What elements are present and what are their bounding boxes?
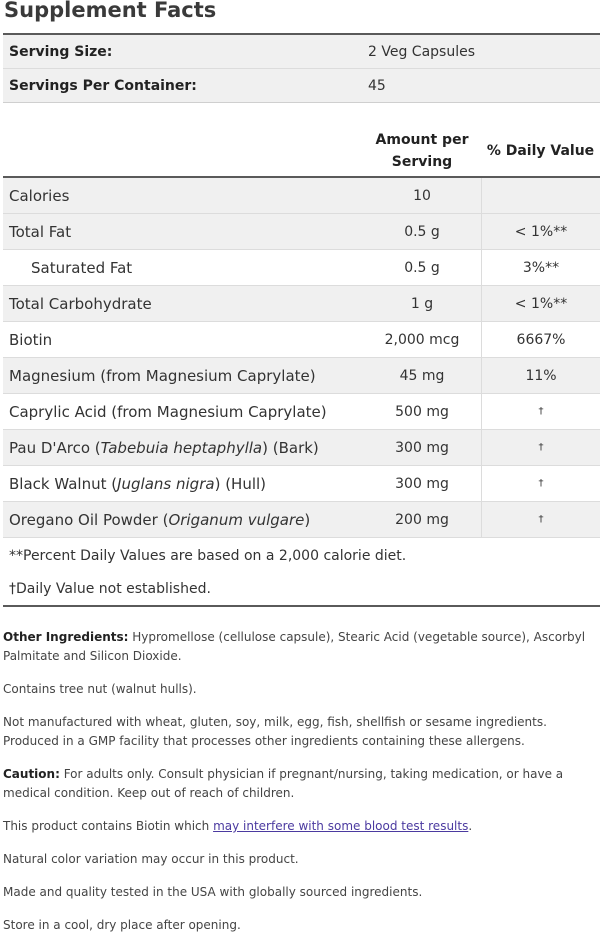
table-row (3, 214, 600, 250)
color-variation-note: Natural color variation may occur in this product. (3, 852, 299, 866)
nutrient-amount: 10 (413, 187, 431, 204)
product-info (3, 628, 600, 935)
servings-per-container-label: Servings Per Container: (9, 77, 197, 94)
table-row (3, 394, 600, 430)
allergen-note: Not manufactured with wheat, gluten, soy, milk, egg, fish, shellfish or sesame ingredients. Produced in a GMP facility that processes other ingredients containing these allergens. (3, 715, 547, 748)
nutrient-dv: < 1%** (481, 214, 600, 249)
nutrient-dv (481, 178, 600, 213)
nutrient-dv: † (481, 502, 600, 537)
serving-size-row (3, 35, 600, 69)
nutrient-amount: 0.5 g (404, 223, 440, 240)
nutrient-dv: † (481, 394, 600, 429)
table-row (3, 358, 600, 394)
other-ingredients-label: Other Ingredients: (3, 630, 129, 644)
nutrient-name: Saturated Fat (31, 258, 133, 277)
table-row (3, 286, 600, 322)
nutrient-name (3, 475, 363, 493)
amount-header-line2: Serving (391, 154, 453, 170)
page-title: Supplement Facts (4, 0, 217, 22)
name-suffix: ) (304, 510, 311, 529)
biotin-note (3, 817, 600, 836)
table-row (3, 430, 600, 466)
table-row (3, 178, 600, 214)
amount-per-serving-header (363, 129, 481, 173)
servings-per-container-row (3, 69, 600, 103)
biotin-prefix: This product contains Biotin which (3, 819, 214, 833)
name-prefix: Black Walnut ( (9, 474, 118, 493)
nutrient-amount: 500 mg (395, 403, 449, 420)
table-row (3, 322, 600, 358)
nutrient-dv: † (481, 430, 600, 465)
table-row (3, 502, 600, 538)
name-prefix: Oregano Oil Powder ( (9, 510, 169, 529)
name-suffix: ) (Hull) (214, 474, 267, 493)
nutrient-amount: 1 g (410, 295, 434, 312)
percent-dv-note: **Percent Daily Values are based on a 2,000 calorie diet. (9, 548, 407, 564)
blood-test-link[interactable]: may interfere with some blood test results (213, 819, 469, 833)
other-ingredients (3, 628, 600, 666)
table-row (3, 466, 600, 502)
nutrient-amount: 2,000 mcg (384, 331, 460, 348)
nutrient-name: Calories (9, 186, 70, 205)
table-row (3, 250, 600, 286)
nutrient-dv: < 1%** (481, 286, 600, 321)
tree-nut-note: Contains tree nut (walnut hulls). (3, 682, 197, 696)
nutrient-name (3, 511, 363, 529)
daily-value-header: % Daily Value (486, 143, 595, 159)
caution-note (3, 765, 600, 803)
nutrient-name: Biotin (9, 330, 53, 349)
name-prefix: Pau D'Arco ( (9, 438, 101, 457)
nutrient-amount: 300 mg (395, 439, 449, 456)
storage-note: Store in a cool, dry place after opening. (3, 918, 241, 932)
nutrient-amount: 300 mg (395, 475, 449, 492)
other-ingredients-text: Hypromellose (cellulose capsule), Stearic Acid (vegetable source), Ascorbyl Palmitate and Silicon Dioxide. (3, 630, 586, 663)
nutrient-amount: 0.5 g (404, 259, 440, 276)
table-footnotes (3, 539, 600, 607)
nutrient-name: Magnesium (from Magnesium Caprylate) (9, 366, 316, 385)
name-suffix: ) (Bark) (262, 438, 319, 457)
nutrient-name: Total Carbohydrate (9, 294, 152, 313)
nutrient-amount: 200 mg (395, 511, 449, 528)
serving-size-label: Serving Size: (9, 43, 113, 60)
nutrient-amount: 45 mg (399, 367, 445, 384)
nutrient-dv: 11% (481, 358, 600, 393)
serving-info (3, 33, 600, 103)
nutrient-name (3, 439, 363, 457)
latin-name: Tabebuia heptaphylla (100, 438, 263, 457)
dagger-note: †Daily Value not established. (9, 581, 211, 597)
servings-per-container-value: 45 (368, 77, 386, 94)
latin-name: Juglans nigra (117, 474, 215, 493)
nutrient-dv: 6667% (481, 322, 600, 357)
nutrition-table (3, 126, 600, 538)
nutrient-name: Caprylic Acid (from Magnesium Caprylate) (9, 402, 327, 421)
made-in-note: Made and quality tested in the USA with globally sourced ingredients. (3, 885, 423, 899)
caution-text: For adults only. Consult physician if pregnant/nursing, taking medication, or have a medical condition. Keep out of reach of children. (3, 767, 564, 800)
nutrient-dv: 3%** (481, 250, 600, 285)
biotin-suffix: . (468, 819, 473, 833)
serving-size-value: 2 Veg Capsules (368, 43, 476, 60)
table-header (3, 126, 600, 178)
amount-header-line1: Amount per (375, 132, 469, 148)
nutrient-dv: † (481, 466, 600, 501)
caution-label: Caution: (3, 767, 60, 781)
latin-name: Origanum vulgare (168, 510, 305, 529)
nutrient-name: Total Fat (9, 222, 72, 241)
